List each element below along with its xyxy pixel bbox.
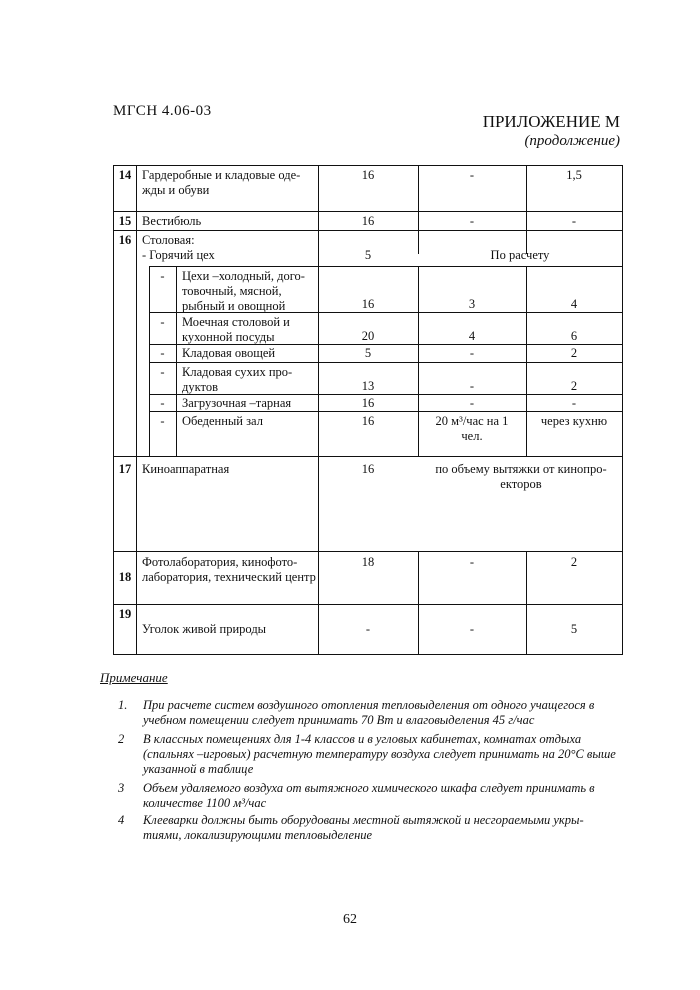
note-number: 1. <box>118 698 128 712</box>
air-exchange-cell: - <box>469 622 475 636</box>
room-name: Фотолаборатория, кинофото-лаборатория, технический центр <box>142 555 316 584</box>
room-name: Киноаппаратная <box>142 462 230 476</box>
table-border <box>113 211 623 212</box>
table-border <box>113 456 623 457</box>
table-border <box>176 266 177 456</box>
table-border <box>149 266 623 267</box>
air-exchange-cell: - <box>469 346 475 360</box>
table-border <box>622 165 623 654</box>
room-name: Цехи –холодный, дого-товочный, мясной, рыбный и овощной <box>182 269 305 313</box>
temperature-cell: 16 <box>361 396 375 410</box>
temperature-cell: 16 <box>361 297 375 311</box>
document-code: МГСН 4.06-03 <box>113 103 212 119</box>
note-item <box>118 781 618 813</box>
appendix-title: ПРИЛОЖЕНИЕ М <box>482 112 620 131</box>
temperature-cell: 16 <box>361 168 375 182</box>
dash-cell: - <box>160 414 165 428</box>
air-exchange-cell: 3 <box>468 297 476 311</box>
air-exchange-cell: 4 <box>468 329 476 343</box>
room-name: Гардеробные и кладовые оде-жды и обуви <box>142 168 301 197</box>
other-cell: через кухню <box>540 414 608 428</box>
other-cell: 2 <box>570 555 578 569</box>
page-number: 62 <box>343 912 357 927</box>
note-text: Клееварки должны быть оборудованы местной вытяжкой и несгораемыми укры-тиями, локализирующими тепловыделение <box>143 813 584 842</box>
table-border <box>113 604 623 605</box>
table-border <box>113 230 623 231</box>
row-number: 16 <box>118 233 132 247</box>
note-item <box>118 813 618 845</box>
table-border <box>149 362 623 363</box>
other-cell: - <box>571 396 577 410</box>
row-number: 15 <box>118 214 132 228</box>
room-name: Загрузочная –тарная <box>182 396 292 410</box>
note-text: При расчете систем воздушного отопления тепловыделения от одного учащегося в учебном помещении следует принимать 70 Вт и влаговыделения 45 г/час <box>143 698 595 727</box>
room-name: Уголок живой природы <box>142 622 267 636</box>
other-cell: 2 <box>570 379 578 393</box>
table-border <box>113 551 623 552</box>
notes-heading: Примечание <box>100 670 168 685</box>
room-name: Вестибюль <box>142 214 202 228</box>
temperature-cell: 16 <box>361 462 375 476</box>
note-item <box>118 698 618 730</box>
other-cell: 2 <box>570 346 578 360</box>
row-number: 17 <box>118 462 132 476</box>
note-item <box>118 732 618 780</box>
air-exchange-cell: 20 м³/час на 1 чел. <box>435 414 509 443</box>
row-number: 14 <box>118 168 132 182</box>
merged-cell: по объему вытяжки от кинопро-екторов <box>435 462 607 491</box>
other-cell: 5 <box>570 622 578 636</box>
room-name: Кладовая овощей <box>182 346 276 360</box>
room-name: Кладовая сухих про-дуктов <box>182 365 293 394</box>
dash-cell: - <box>160 365 165 379</box>
table-border <box>418 266 419 456</box>
temperature-cell: 16 <box>361 214 375 228</box>
room-name: - Горячий цех <box>142 248 215 262</box>
other-cell: 4 <box>570 297 578 311</box>
air-exchange-cell: - <box>469 379 475 393</box>
temperature-cell: - <box>365 622 371 636</box>
appendix-subtitle: (продолжение) <box>524 133 620 149</box>
dash-cell: - <box>160 315 165 329</box>
temperature-cell: 5 <box>364 248 372 262</box>
table-border <box>113 165 623 166</box>
temperature-cell: 13 <box>361 379 375 393</box>
table-border <box>136 165 137 654</box>
room-name: Обеденный зал <box>182 414 263 428</box>
room-name: Моечная столовой и кухонной посуды <box>182 315 290 344</box>
note-number: 2 <box>118 732 125 746</box>
dash-cell: - <box>160 346 165 360</box>
temperature-cell: 5 <box>364 346 372 360</box>
air-exchange-cell: - <box>469 214 475 228</box>
dash-cell: - <box>160 396 165 410</box>
air-exchange-cell: - <box>469 555 475 569</box>
other-cell: 6 <box>570 329 578 343</box>
note-number: 3 <box>118 781 125 795</box>
other-cell: 1,5 <box>566 168 582 182</box>
table-border <box>149 411 623 412</box>
note-number: 4 <box>118 813 125 827</box>
temperature-cell: 18 <box>361 555 375 569</box>
air-exchange-cell: - <box>469 168 475 182</box>
table-border <box>113 654 623 655</box>
temperature-cell: 16 <box>361 414 375 428</box>
other-cell: - <box>571 214 577 228</box>
note-text: В классных помещениях для 1-4 классов и в угловых кабинетах, комнатах отдыха (спальнях –игровых) расчетную температуру воздуха следует принимать на 20°С выше указанной в таблице <box>143 732 616 776</box>
row-number: 18 <box>118 570 132 584</box>
note-text: Объем удаляемого воздуха от вытяжного химического шкафа следует принимать в количестве 1100 м³/час <box>143 781 595 810</box>
temperature-cell: 20 <box>361 329 375 343</box>
merged-cell: По расчету <box>490 248 550 262</box>
dash-cell: - <box>160 269 165 283</box>
row-number: 19 <box>118 607 132 621</box>
air-exchange-cell: - <box>469 396 475 410</box>
room-name: Столовая: <box>142 233 195 247</box>
